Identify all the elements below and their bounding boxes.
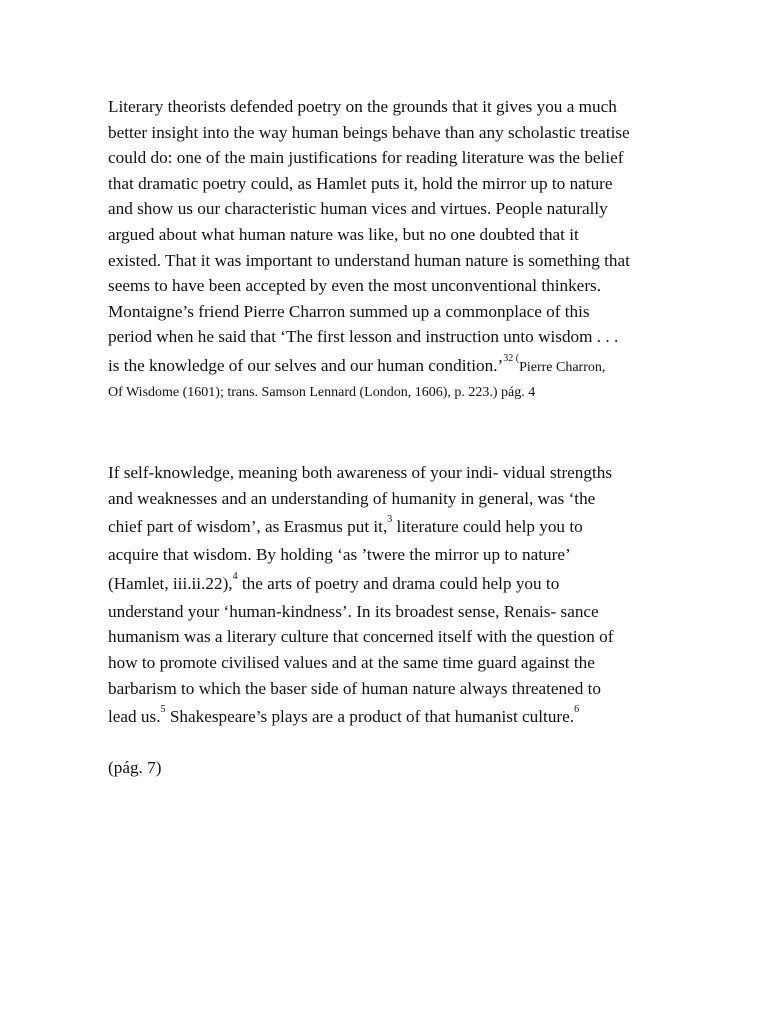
paragraph-line: could do: one of the main justifications for reading literature was the belief [108,148,624,168]
paragraph-line: and weaknesses and an understanding of humanity in general, was ‘the [108,488,596,508]
paragraph-line [108,701,668,732]
paragraph-line: that dramatic poetry could, as Hamlet puts it, hold the mirror up to nature [108,173,613,193]
footnote-marker: 4 [232,571,238,583]
paragraph-line: Literary theorists defended poetry on the grounds that it gives you a much [108,97,617,116]
page-reference [108,755,668,781]
paragraph-line [108,568,668,599]
paragraph-line: If self-knowledge, meaning both awareness of your indi- vidual strengths [108,463,613,482]
line-text: (Hamlet, iii.ii.22), [108,573,233,593]
line-text: literature could help you to [392,517,583,537]
paragraph-line: barbarism to which the baser side of human nature always threatened to [108,678,602,698]
line-text: Shakespeare’s plays are a product of that humanist culture. [165,707,575,727]
paragraph-line: how to promote civilised values and at the same time guard against the [108,652,595,672]
paragraph-1 [108,94,668,405]
paragraph-line: argued about what human nature was like, but no one doubted that it [108,224,579,244]
paragraph-line: and show us our characteristic human vices and virtues. People naturally [108,199,608,219]
paragraph-line: acquire that wisdom. By holding ‘as ’twere the mirror up to nature’ [108,545,571,565]
footnote-inline-text: Pierre Charron, [519,359,606,375]
line-text: lead us. [108,707,161,727]
footnote-marker: 5 [160,704,166,716]
paragraph-line: Montaigne’s friend Pierre Charron summed up a commonplace of this [108,301,590,321]
paragraph-line: understand your ‘human-kindness’. In its broadest sense, Renais- sance [108,601,599,621]
paragraph-line [108,511,668,542]
footnote-citation: Of Wisdome (1601); trans. Samson Lennard (London, 1606), p. 223.) pág. 4 [108,384,536,400]
paragraph-line: existed. That it was important to understand human nature is something that [108,250,630,270]
footnote-marker: 3 [387,514,393,526]
footnote-marker: 32 ( [503,353,520,365]
paragraph-line-with-footnote [108,350,668,381]
line-text: chief part of wisdom’, as Erasmus put it, [108,517,388,537]
paragraph-line: humanism was a literary culture that concerned itself with the question of [108,627,614,647]
page-reference-text: (pág. 7) [108,758,162,777]
paragraph-2 [108,460,668,732]
paragraph-line: period when he said that ‘The first lesson and instruction unto wisdom . . . [108,327,619,347]
line-text: the arts of poetry and drama could help you to [237,573,560,593]
paragraph-line: better insight into the way human beings behave than any scholastic treatise [108,122,630,142]
line-text: is the knowledge of our selves and our human condition.’ [108,355,504,375]
footnote-marker: 6 [574,704,580,716]
paragraph-line: seems to have been accepted by even the most unconventional thinkers. [108,276,602,296]
